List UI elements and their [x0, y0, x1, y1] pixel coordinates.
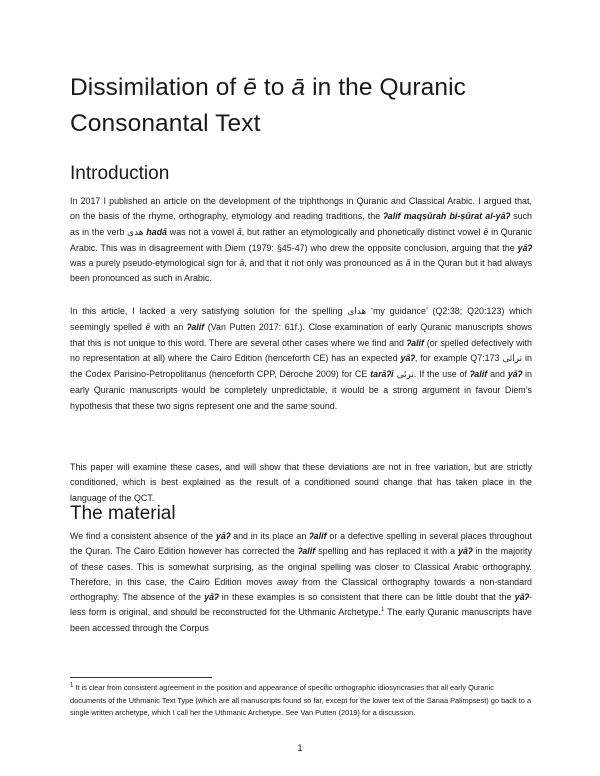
title-vowel-a: ā	[291, 74, 306, 101]
footnote-text: It is clear from consistent agreement in the position and appearance of specific orthographic idiosyncrasies that all early Quranic documents of the Uthmanic Text Type (which are all manuscripts found so far, except for the lower text of the Sanaa Palimpsest) go back to a single written archetype, which I call her the Uthmanic Archetype. See Van Putten (2019) for a discussion.	[70, 683, 532, 718]
intro-paragraph-3: This paper will examine these cases, and will show that these deviations are not in free variation, but are strictly conditioned, which is best explained as the result of a conditioned sound change that has taken place in the language of the QCT.	[70, 462, 532, 503]
page-number: 1	[297, 743, 303, 754]
title-text: in the Quranic	[305, 74, 467, 101]
material-paragraph-1: We find a consistent absence of the yāʔ and in its place an ʔalif or a defective spelling in several places throughout the Quran. The Cairo Edition however has corrected the ʔalif spelling and has replaced it with a yāʔ in the majority of these cases. This is somewhat surprising, as the original spelling was closer to Classical Arabic orthography. Therefore, in this case, the Cairo Edition moves away from the Classical orthography towards a non-standard orthography. The absence of the yāʔ in these examples is so consistent that there can be little doubt that the yāʔ-less form is original, and should be reconstructed for the Uthmanic Archetype.$^1$ The early Quranic manuscripts have been accessed through the Corpus	[70, 531, 532, 633]
footnote-number: 1	[70, 682, 74, 689]
intro-paragraph-2: In this article, I lacked a very satisfying solution for the spelling هداى ‘my guidance’ (Q2:38; Q20:123) which seemingly spelled ē with an ʔalif (Van Putten 2017: 61f.). Close examination of early Quranic manuscripts shows that this is not unique to this word. There are several other cases where we find and ʔalif (or spelled defectively with no representation at all) where the Cairo Edition (henceforth CE) has an expected yāʔ, for example Q7:173 ترائى in the Codex Parisino-Petropolitanus (henceforth CPP, Déroche 2009) for CE tarāʔī ترىٔى. If the use of ʔalif and yāʔ in early Quranic manuscripts would be completely unpredictable, it would be a strong argument in favour Diem’s hypothesis that these two signs represent one and the same sound.	[70, 306, 533, 411]
paper-title	[70, 70, 532, 142]
footnote-1	[70, 682, 532, 720]
intro-paragraph-1: In 2017 I published an article on the development of the triphthongs in Quranic and Classical Arabic. I argued that, on the basis of the rhyme, orthography, etymology and reading traditions, the ʔalif maqṣūrah bi-ṣūrat al-yāʔ such as in the verb هدى hadā was not a vowel ā, but rather an etymologically and phonetically distinct vowel ē in Quranic Arabic. This was in disagreement with Diem (1979: §45-47) who drew the opposite conclusion, arguing that the yāʔ was a purely pseudo-etymological sign for ā, and that it not only was pronounced as ā in the Quran but it had always been pronounced as such in Arabic.	[70, 196, 533, 284]
section-heading-material: The material	[70, 503, 176, 524]
title-vowel-e: ē	[243, 74, 257, 101]
section-heading-introduction: Introduction	[70, 163, 170, 184]
footnote-separator	[70, 677, 212, 678]
title-text: to	[256, 74, 292, 101]
footnote-reference[interactable]: 1	[381, 607, 385, 614]
title-text: Dissimilation of	[70, 74, 244, 101]
title-text: Consonantal Text	[70, 110, 261, 137]
